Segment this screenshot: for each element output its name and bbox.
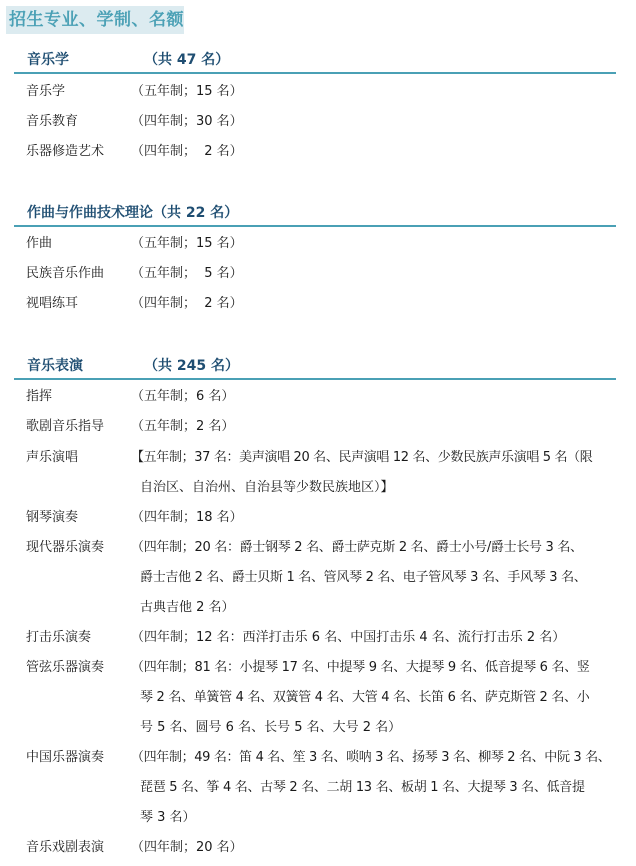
major-name: 民族音乐作曲 (26, 266, 105, 281)
major-detail: （四年制； 2 名） (131, 296, 243, 311)
major-detail: （五年制；2 名） (131, 419, 235, 434)
section-composition (0, 199, 636, 227)
major-detail: （四年制； 2 名） (131, 144, 243, 159)
major-detail: （四年制；20 名：爵士钢琴 2 名、爵士萨克斯 2 名、爵士小号/爵士长号 3 名、 爵士吉他 2 名、爵士贝斯 1 名、管风琴 2 名、电子管风琴 3 名、手风琴 3 名、 古典吉他 2 名） (131, 540, 587, 615)
major-name: 作曲 (26, 236, 53, 251)
section-title: 作曲与作曲技术理论（共 22 名） (27, 205, 239, 221)
major-name: 歌剧音乐指导 (26, 419, 105, 434)
major-detail: （五年制；15 名） (131, 84, 243, 99)
major-name: 管弦乐器演奏 (26, 660, 105, 675)
major-detail: 【五年制；37 名：美声演唱 20 名、民声演唱 12 名、少数民族声乐演唱 5 名（限 自治区、自治州、自治县等少数民族地区）】 (131, 450, 593, 495)
major-detail: （四年制；30 名） (131, 114, 243, 129)
section-total: （共 245 名） (144, 358, 239, 374)
major-name: 音乐学 (26, 84, 66, 99)
major-name: 中国乐器演奏 (26, 750, 105, 765)
major-detail: （五年制；6 名） (131, 389, 235, 404)
section-header (14, 352, 616, 380)
major-name: 打击乐演奏 (26, 630, 92, 645)
section-header (14, 46, 616, 74)
section-header (14, 199, 616, 227)
section-title: 音乐学 (27, 52, 69, 68)
section-musicology (0, 46, 636, 74)
section-performance (0, 352, 636, 380)
major-detail: （四年制；12 名：西洋打击乐 6 名、中国打击乐 4 名、流行打击乐 2 名） (131, 630, 566, 645)
major-name: 现代器乐演奏 (26, 540, 105, 555)
major-name: 视唱练耳 (26, 296, 79, 311)
major-detail: （四年制；20 名） (131, 840, 243, 855)
major-detail: （四年制；18 名） (131, 510, 243, 525)
major-detail: （五年制；15 名） (131, 236, 243, 251)
section-total: （共 47 名） (144, 52, 230, 68)
major-name: 钢琴演奏 (26, 510, 79, 525)
major-name: 指挥 (26, 389, 53, 404)
page-title: 招生专业、学制、名额 (6, 6, 184, 34)
major-name: 音乐教育 (26, 114, 79, 129)
major-name: 音乐戏剧表演 (26, 840, 105, 855)
major-name: 乐器修造艺术 (26, 144, 105, 159)
major-detail: （四年制；49 名：笛 4 名、笙 3 名、唢呐 3 名、扬琴 3 名、柳琴 2 名、中阮 3 名、 琵琶 5 名、筝 4 名、古琴 2 名、二胡 13 名、板胡 1 名、大提琴 3 名、低音提 琴 3 名） (131, 750, 611, 825)
major-detail: （五年制； 5 名） (131, 266, 243, 281)
section-title: 音乐表演 (27, 358, 83, 374)
major-name: 声乐演唱 (26, 450, 79, 465)
major-detail: （四年制；81 名：小提琴 17 名、中提琴 9 名、大提琴 9 名、低音提琴 6 名、竖 琴 2 名、单簧管 4 名、双簧管 4 名、大管 4 名、长笛 6 名、萨克斯管 2 名、小 号 5 名、圆号 6 名、长号 5 名、大号 2 名） (131, 660, 590, 735)
